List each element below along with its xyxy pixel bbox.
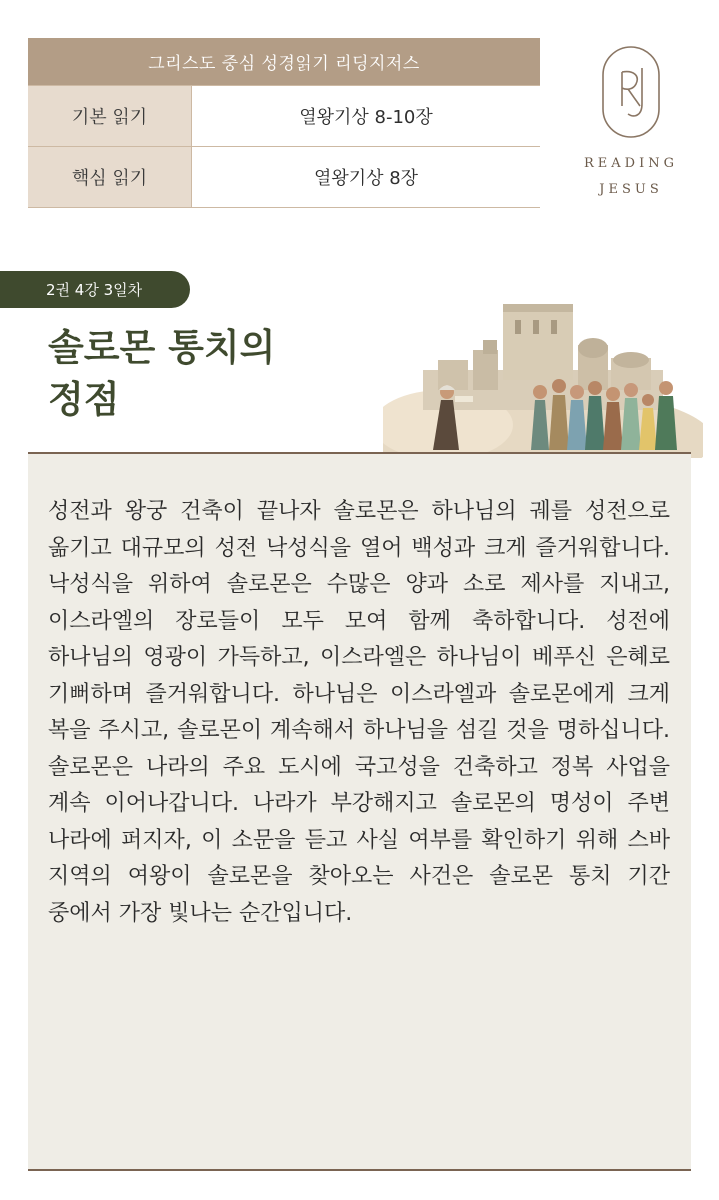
title-line-1: 솔로몬 통치의 <box>48 326 276 369</box>
day-badge: 2권 4강 3일차 <box>0 271 190 308</box>
reading-plan-table <box>28 38 540 208</box>
page-title <box>48 322 275 426</box>
table-row-basic <box>28 85 540 146</box>
logo-text-jesus: JESUS <box>599 182 663 197</box>
content-card <box>28 452 691 1171</box>
logo-text-reading: READING <box>584 156 678 171</box>
table-row-core <box>28 146 540 207</box>
jerusalem-crowd-illustration <box>383 300 703 458</box>
body-text: 성전과 왕궁 건축이 끝나자 솔로몬은 하나님의 궤를 성전으로 옮기고 대규모의 성전 낙성식을 열어 백성과 크게 즐거워합니다. 낙성식을 위하여 솔로몬은 수많은 양과 소로 제사를 지내고, 이스라엘의 장로들이 모두 모여 함께 축하합니다. 성전에 하나님의 영광이 가득하고, 이스라엘은 하나님이 베푸신 은혜로 기뻐하며 즐거워합니다. 하나님은 이스라엘과 솔로몬에게 크게 복을 주시고, 솔로몬이 계속해서 하나님을 섬길 것을 명하십니다. 솔로몬은 나라의 주요 도시에 국고성을 건축하고 정복 사업을 계속 이어나갑니다. 나라가 부강해지고 솔로몬의 명성이 주변 나라에 퍼지자, 이 소문을 듣고 사실 여부를 확인하기 위해 스바 지역의 여왕이 솔로몬을 찾아오는 사건은 솔로몬 통치 기간 중에서 가장 빛나는 순간입니다. <box>48 499 670 926</box>
reading-jesus-logo <box>578 44 684 204</box>
table-header: 그리스도 중심 성경읽기 리딩지저스 <box>28 38 540 85</box>
row-label-core: 핵심 읽기 <box>28 147 192 207</box>
bottom-divider <box>28 1169 691 1171</box>
row-value-basic: 열왕기상 8-10장 <box>192 86 540 146</box>
reading-jesus-logo-icon <box>600 44 662 140</box>
row-label-basic: 기본 읽기 <box>28 86 192 146</box>
title-line-2: 정점 <box>48 378 120 421</box>
row-value-core: 열왕기상 8장 <box>192 147 540 207</box>
